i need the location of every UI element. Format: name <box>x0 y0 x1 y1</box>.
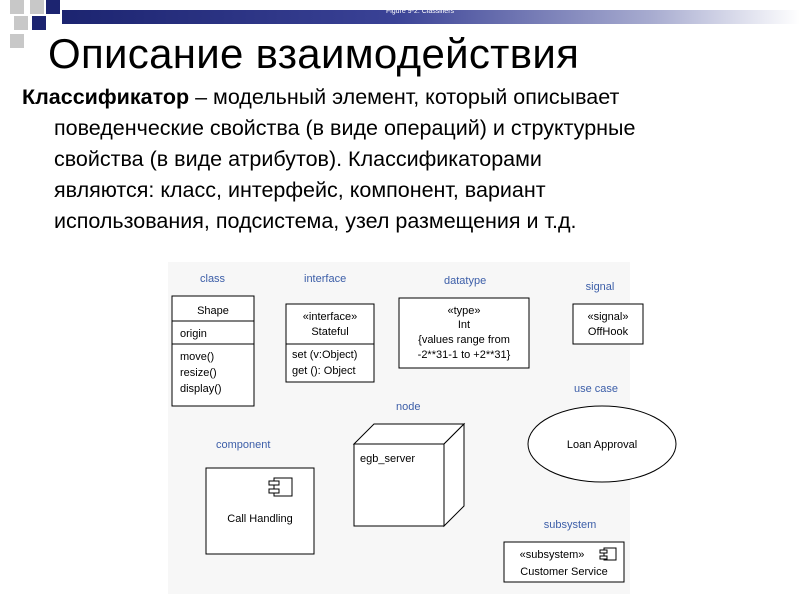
datatype-stereotype: «type» <box>447 305 481 317</box>
class-attribute: origin <box>180 328 207 340</box>
node-label: node <box>396 401 421 413</box>
interface-stereotype: «interface» <box>302 311 358 323</box>
component-name: Call Handling <box>227 513 293 525</box>
interface-name: Stateful <box>311 326 349 338</box>
component-label: component <box>216 439 271 451</box>
definition-first-text: – модельный элемент, который описывает <box>189 85 620 109</box>
definition-line-3: являются: класс, интерфейс, компонент, вариант <box>54 178 546 202</box>
decor-square-6 <box>10 34 24 48</box>
interface-operation-1: set (v:Object) <box>292 349 358 361</box>
subsystem-label: subsystem <box>543 519 597 531</box>
decor-square-1 <box>10 0 24 14</box>
signal-name: OffHook <box>587 326 629 338</box>
definition-line-4: использования, подсистема, узел размещения и т.д. <box>54 209 577 233</box>
interface-operation-2: get (): Object <box>292 365 356 377</box>
decor-square-2 <box>30 0 44 14</box>
classifiers-diagram <box>168 262 638 594</box>
definition-paragraph <box>22 82 782 237</box>
class-operation-1: move() <box>180 351 215 363</box>
decor-square-3 <box>46 0 60 14</box>
class-label: class <box>200 273 226 285</box>
decor-square-5 <box>32 16 46 30</box>
interface-label: interface <box>304 273 347 285</box>
signal-box <box>573 304 643 344</box>
node-box <box>354 424 464 526</box>
definition-line-2: свойства (в виде атрибутов). Классификаторами <box>54 147 542 171</box>
slide-title: Описание взаимодействия <box>48 30 580 77</box>
term-classifier: Классификатор <box>22 85 190 109</box>
decor-square-4 <box>14 16 28 30</box>
use-case-label: use case <box>573 383 619 395</box>
class-name: Shape <box>197 305 229 317</box>
signal-label: signal <box>585 281 615 293</box>
definition-first-line <box>22 82 782 113</box>
subsystem-stereotype: «subsystem» <box>519 549 585 561</box>
datatype-constraint-2: -2**31-1 to +2**31} <box>417 349 511 361</box>
classifiers-diagram-svg <box>168 262 638 594</box>
class-operation-3: display() <box>180 383 222 395</box>
subsystem-name: Customer Service <box>520 566 608 578</box>
node-name: egb_server <box>360 453 416 465</box>
signal-stereotype: «signal» <box>587 311 629 323</box>
datatype-constraint-1: {values range from <box>418 334 510 346</box>
component-box <box>206 468 314 554</box>
datatype-name: Int <box>457 319 471 331</box>
figure-caption: Figure 9-2. Classifiers <box>385 8 455 15</box>
class-operation-2: resize() <box>180 367 217 379</box>
definition-line-1: поведенческие свойства (в виде операций) и структурные <box>54 116 636 140</box>
use-case-name: Loan Approval <box>566 439 638 451</box>
datatype-label: datatype <box>444 275 487 287</box>
